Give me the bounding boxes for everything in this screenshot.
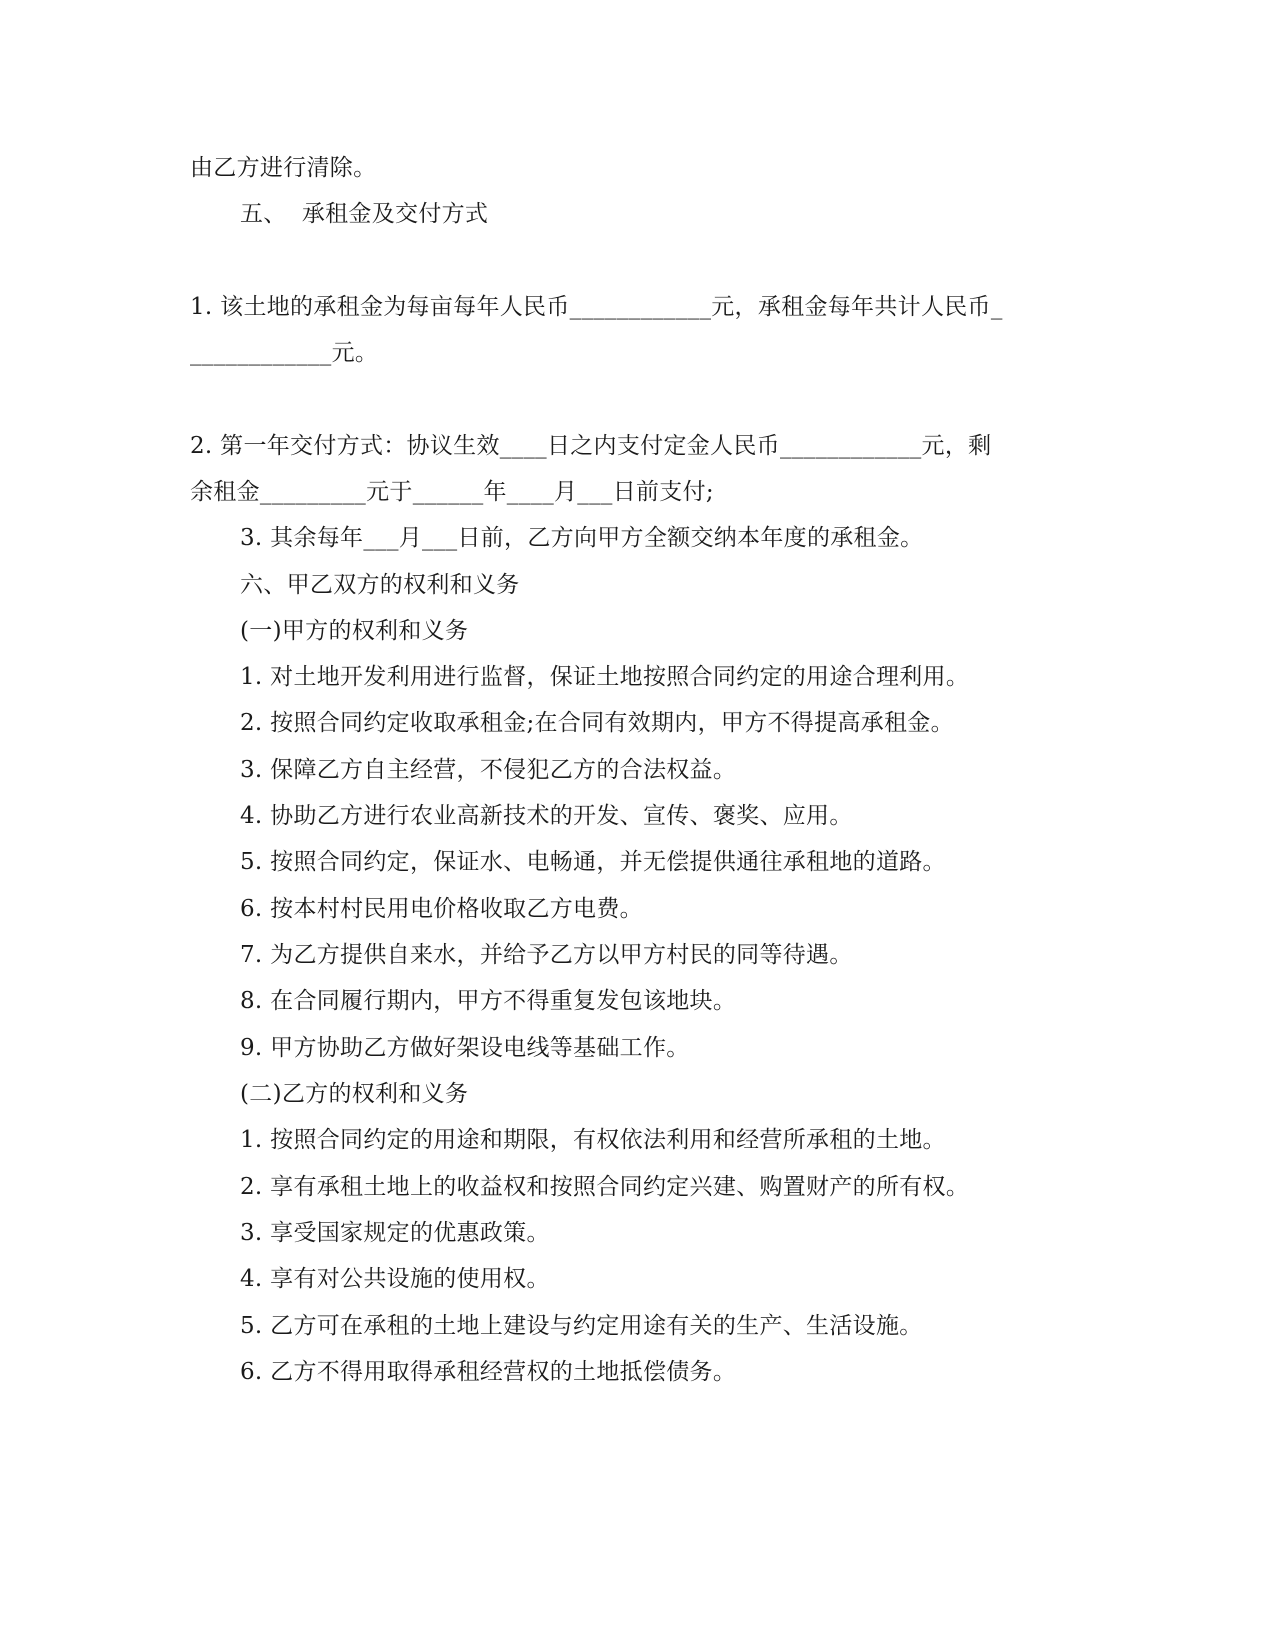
list-item: 1. 对土地开发利用进行监督，保证土地按照合同约定的用途合理利用。 xyxy=(240,664,970,690)
section-heading: 六、甲乙双方的权利和义务 xyxy=(240,572,520,598)
list-item: 2. 按照合同约定收取承租金;在合同有效期内，甲方不得提高承租金。 xyxy=(240,710,954,736)
paragraph-line: ____________元。 xyxy=(190,340,379,366)
paragraph-line: 1. 该土地的承租金为每亩每年人民币____________元，承租金每年共计人民币_ xyxy=(190,294,1003,320)
paragraph-line: 余租金_________元于______年____月___日前支付; xyxy=(190,479,714,505)
subsection-heading: (二)乙方的权利和义务 xyxy=(240,1081,469,1107)
section-heading: 五、 承租金及交付方式 xyxy=(240,201,489,227)
list-item: 5. 按照合同约定，保证水、电畅通，并无偿提供通往承租地的道路。 xyxy=(240,849,946,875)
list-item: 6. 按本村村民用电价格收取乙方电费。 xyxy=(240,896,643,922)
list-item: 7. 为乙方提供自来水，并给予乙方以甲方村民的同等待遇。 xyxy=(240,942,853,968)
list-item: 4. 协助乙方进行农业高新技术的开发、宣传、褒奖、应用。 xyxy=(240,803,853,829)
paragraph-line: 3. 其余每年___月___日前，乙方向甲方全额交纳本年度的承租金。 xyxy=(240,525,924,551)
list-item: 3. 享受国家规定的优惠政策。 xyxy=(240,1220,550,1246)
list-item: 2. 享有承租土地上的收益权和按照合同约定兴建、购置财产的所有权。 xyxy=(240,1174,970,1200)
list-item: 5. 乙方可在承租的土地上建设与约定用途有关的生产、生活设施。 xyxy=(240,1313,923,1339)
paragraph-line: 由乙方进行清除。 xyxy=(190,155,377,181)
paragraph-line: 2. 第一年交付方式：协议生效____日之内支付定金人民币____________元，剩 xyxy=(190,433,992,459)
list-item: 8. 在合同履行期内，甲方不得重复发包该地块。 xyxy=(240,988,737,1014)
list-item: 6. 乙方不得用取得承租经营权的土地抵偿债务。 xyxy=(240,1359,737,1385)
list-item: 9. 甲方协助乙方做好架设电线等基础工作。 xyxy=(240,1035,690,1061)
subsection-heading: (一)甲方的权利和义务 xyxy=(240,618,469,644)
list-item: 3. 保障乙方自主经营，不侵犯乙方的合法权益。 xyxy=(240,757,737,783)
list-item: 1. 按照合同约定的用途和期限，有权依法利用和经营所承租的土地。 xyxy=(240,1127,946,1153)
list-item: 4. 享有对公共设施的使用权。 xyxy=(240,1266,550,1292)
